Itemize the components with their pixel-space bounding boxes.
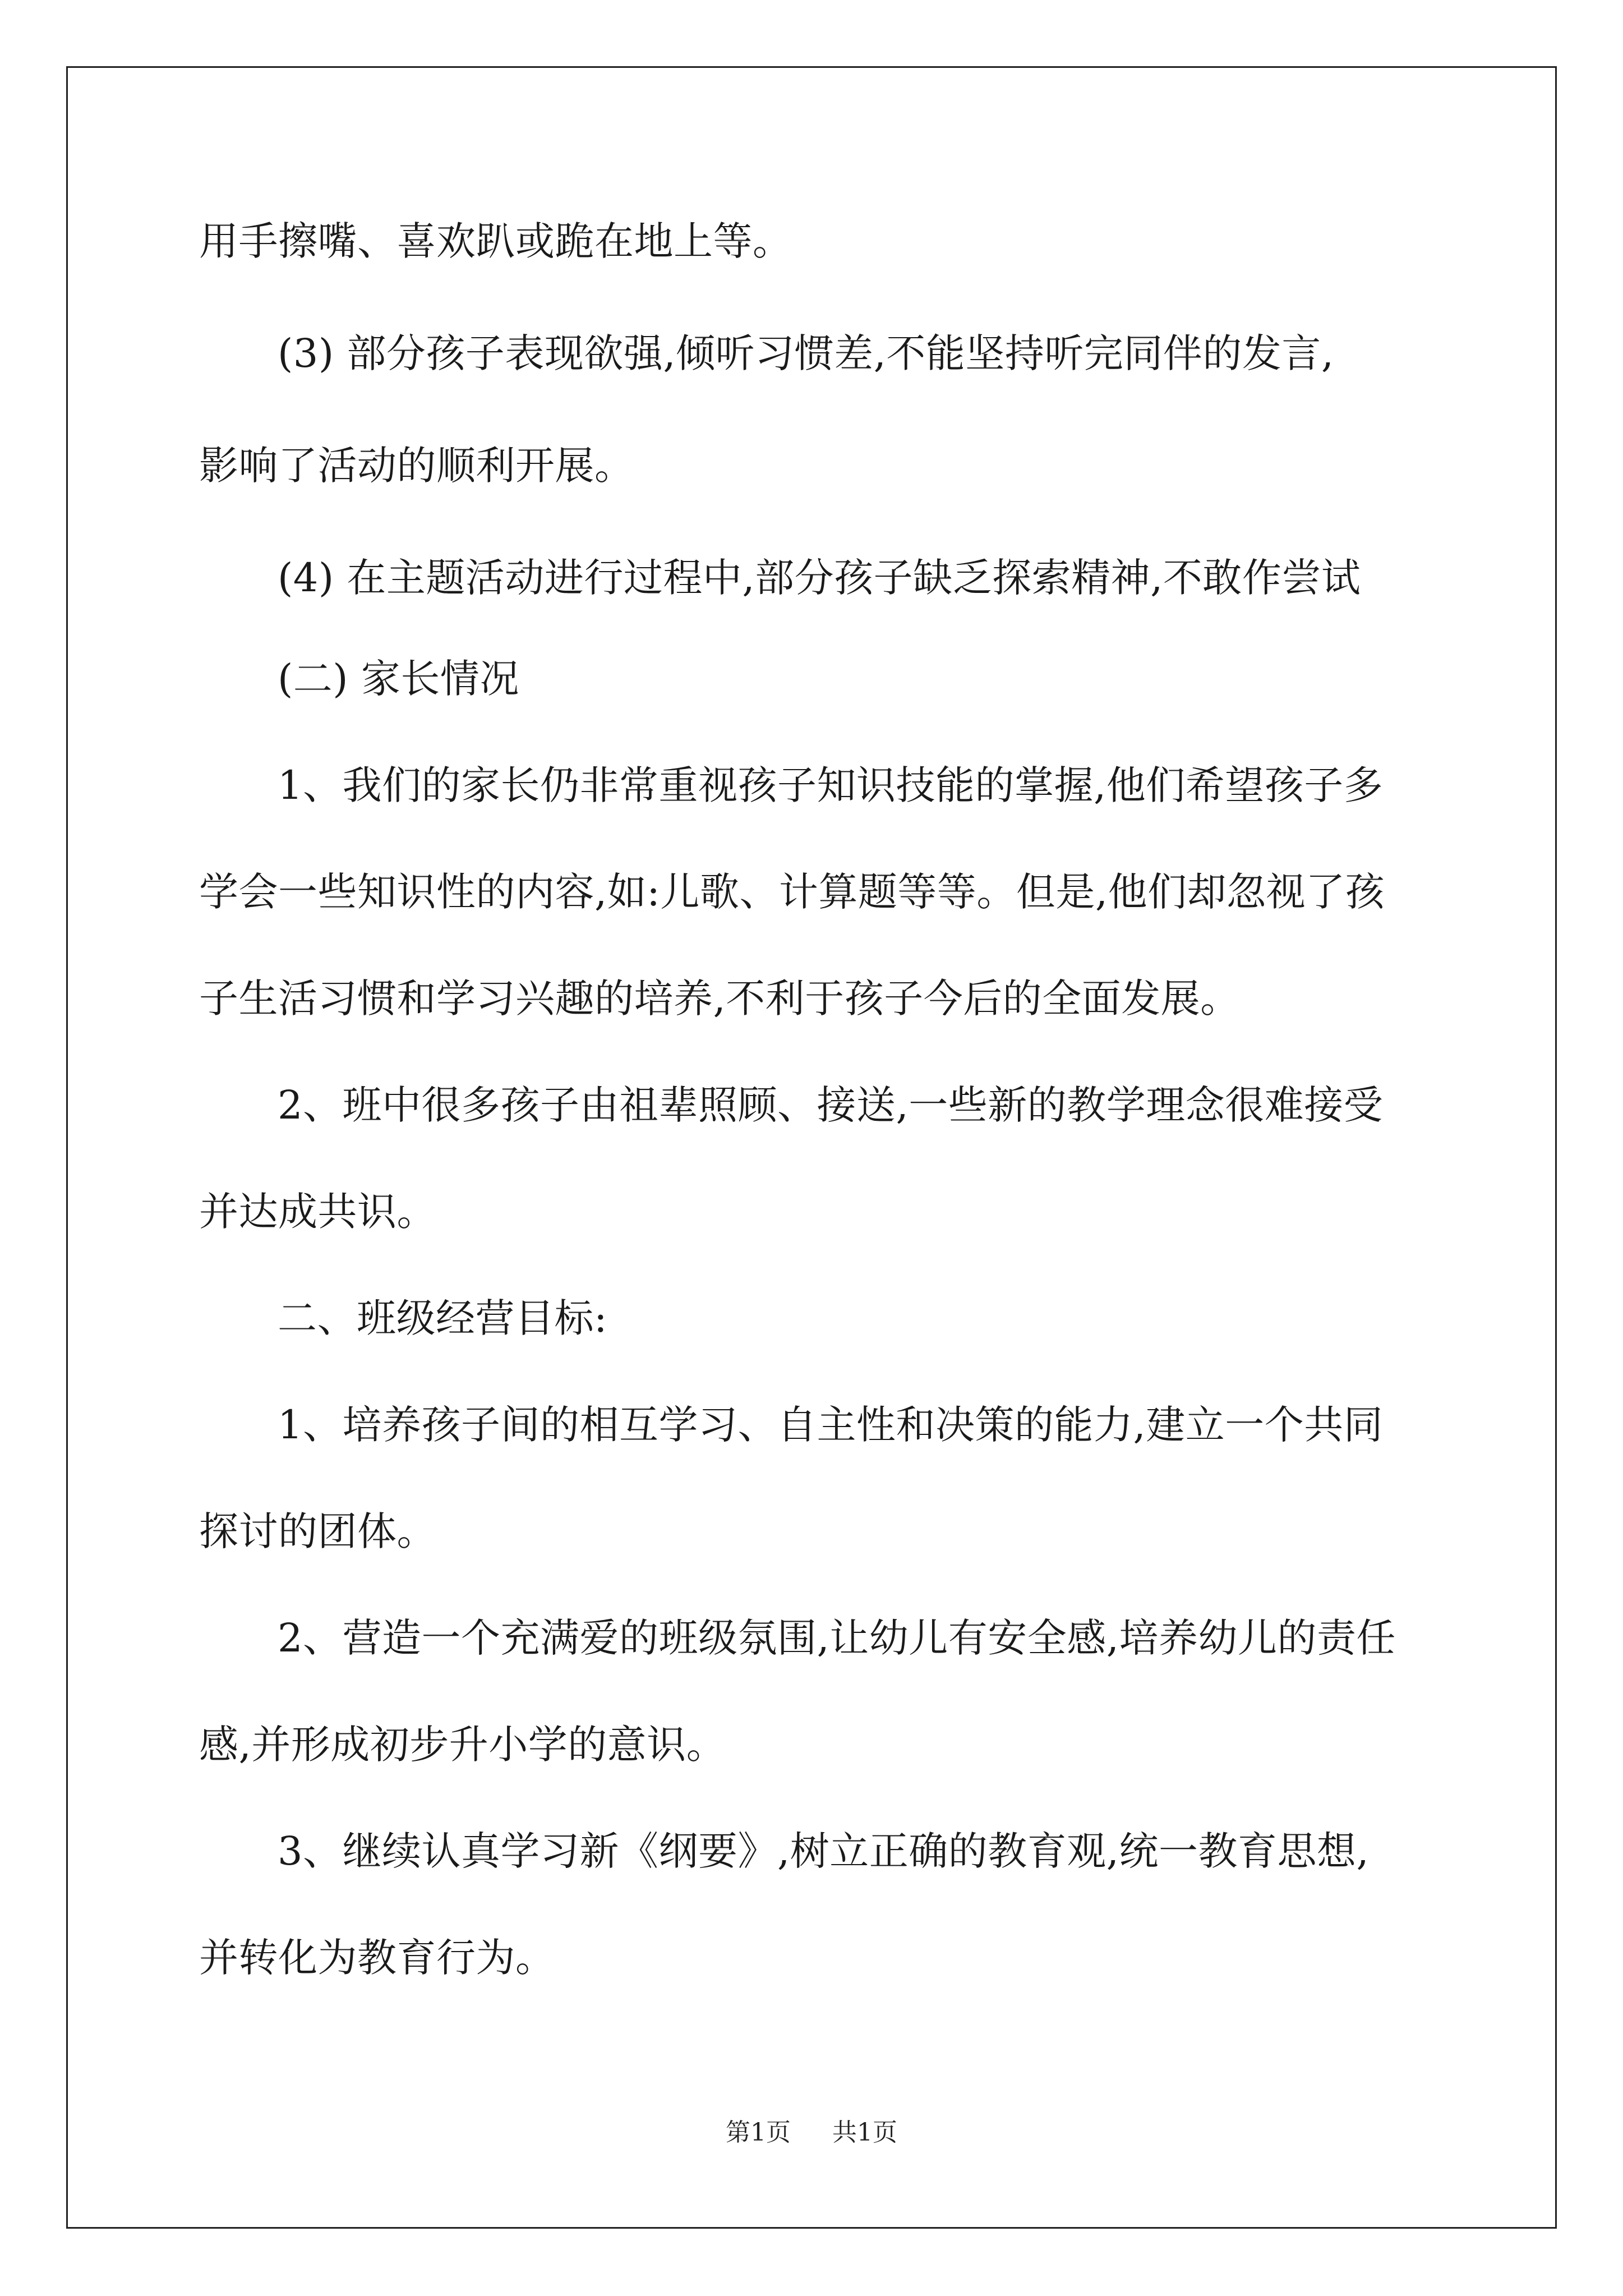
text-line: 探讨的团体。 [199, 1508, 436, 1554]
text-line: 感,并形成初步升小学的意识。 [199, 1722, 726, 1768]
page-border [66, 66, 1557, 2229]
page-footer [0, 2112, 1623, 2148]
text-line: 并转化为教育行为。 [199, 1935, 555, 1981]
text-line: 1、培养孩子间的相互学习、自主性和决策的能力,建立一个共同 [278, 1402, 1384, 1448]
text-line: (4) 在主题活动进行过程中,部分孩子缺乏探索精神,不敢作尝试 [278, 555, 1361, 601]
text-line: 3、继续认真学习新《纲要》,树立正确的教育观,统一教育思想, [278, 1828, 1370, 1874]
text-line: 1、我们的家长仍非常重视孩子知识技能的掌握,他们希望孩子多 [278, 762, 1384, 808]
text-line: (3) 部分孩子表现欲强,倾听习惯差,不能坚持听完同伴的发言, [278, 330, 1334, 376]
text-line: 子生活习惯和学习兴趣的培养,不利于孩子今后的全面发展。 [199, 976, 1240, 1022]
page-number: 第1页 [726, 2118, 791, 2147]
page-total: 共1页 [832, 2118, 897, 2147]
text-line: 用手擦嘴、喜欢趴或跪在地上等。 [199, 218, 792, 264]
section-heading: 二、班级经营目标: [278, 1295, 608, 1341]
text-line: 2、班中很多孩子由祖辈照顾、接送,一些新的教学理念很难接受 [278, 1082, 1384, 1128]
text-line: 学会一些知识性的内容,如:儿歌、计算题等等。但是,他们却忽视了孩 [199, 869, 1385, 915]
section-heading: (二) 家长情况 [278, 656, 519, 702]
text-line: 并达成共识。 [199, 1189, 436, 1235]
text-line: 2、营造一个充满爱的班级氛围,让幼儿有安全感,培养幼儿的责任 [278, 1615, 1396, 1661]
text-line: 影响了活动的顺利开展。 [199, 443, 634, 489]
